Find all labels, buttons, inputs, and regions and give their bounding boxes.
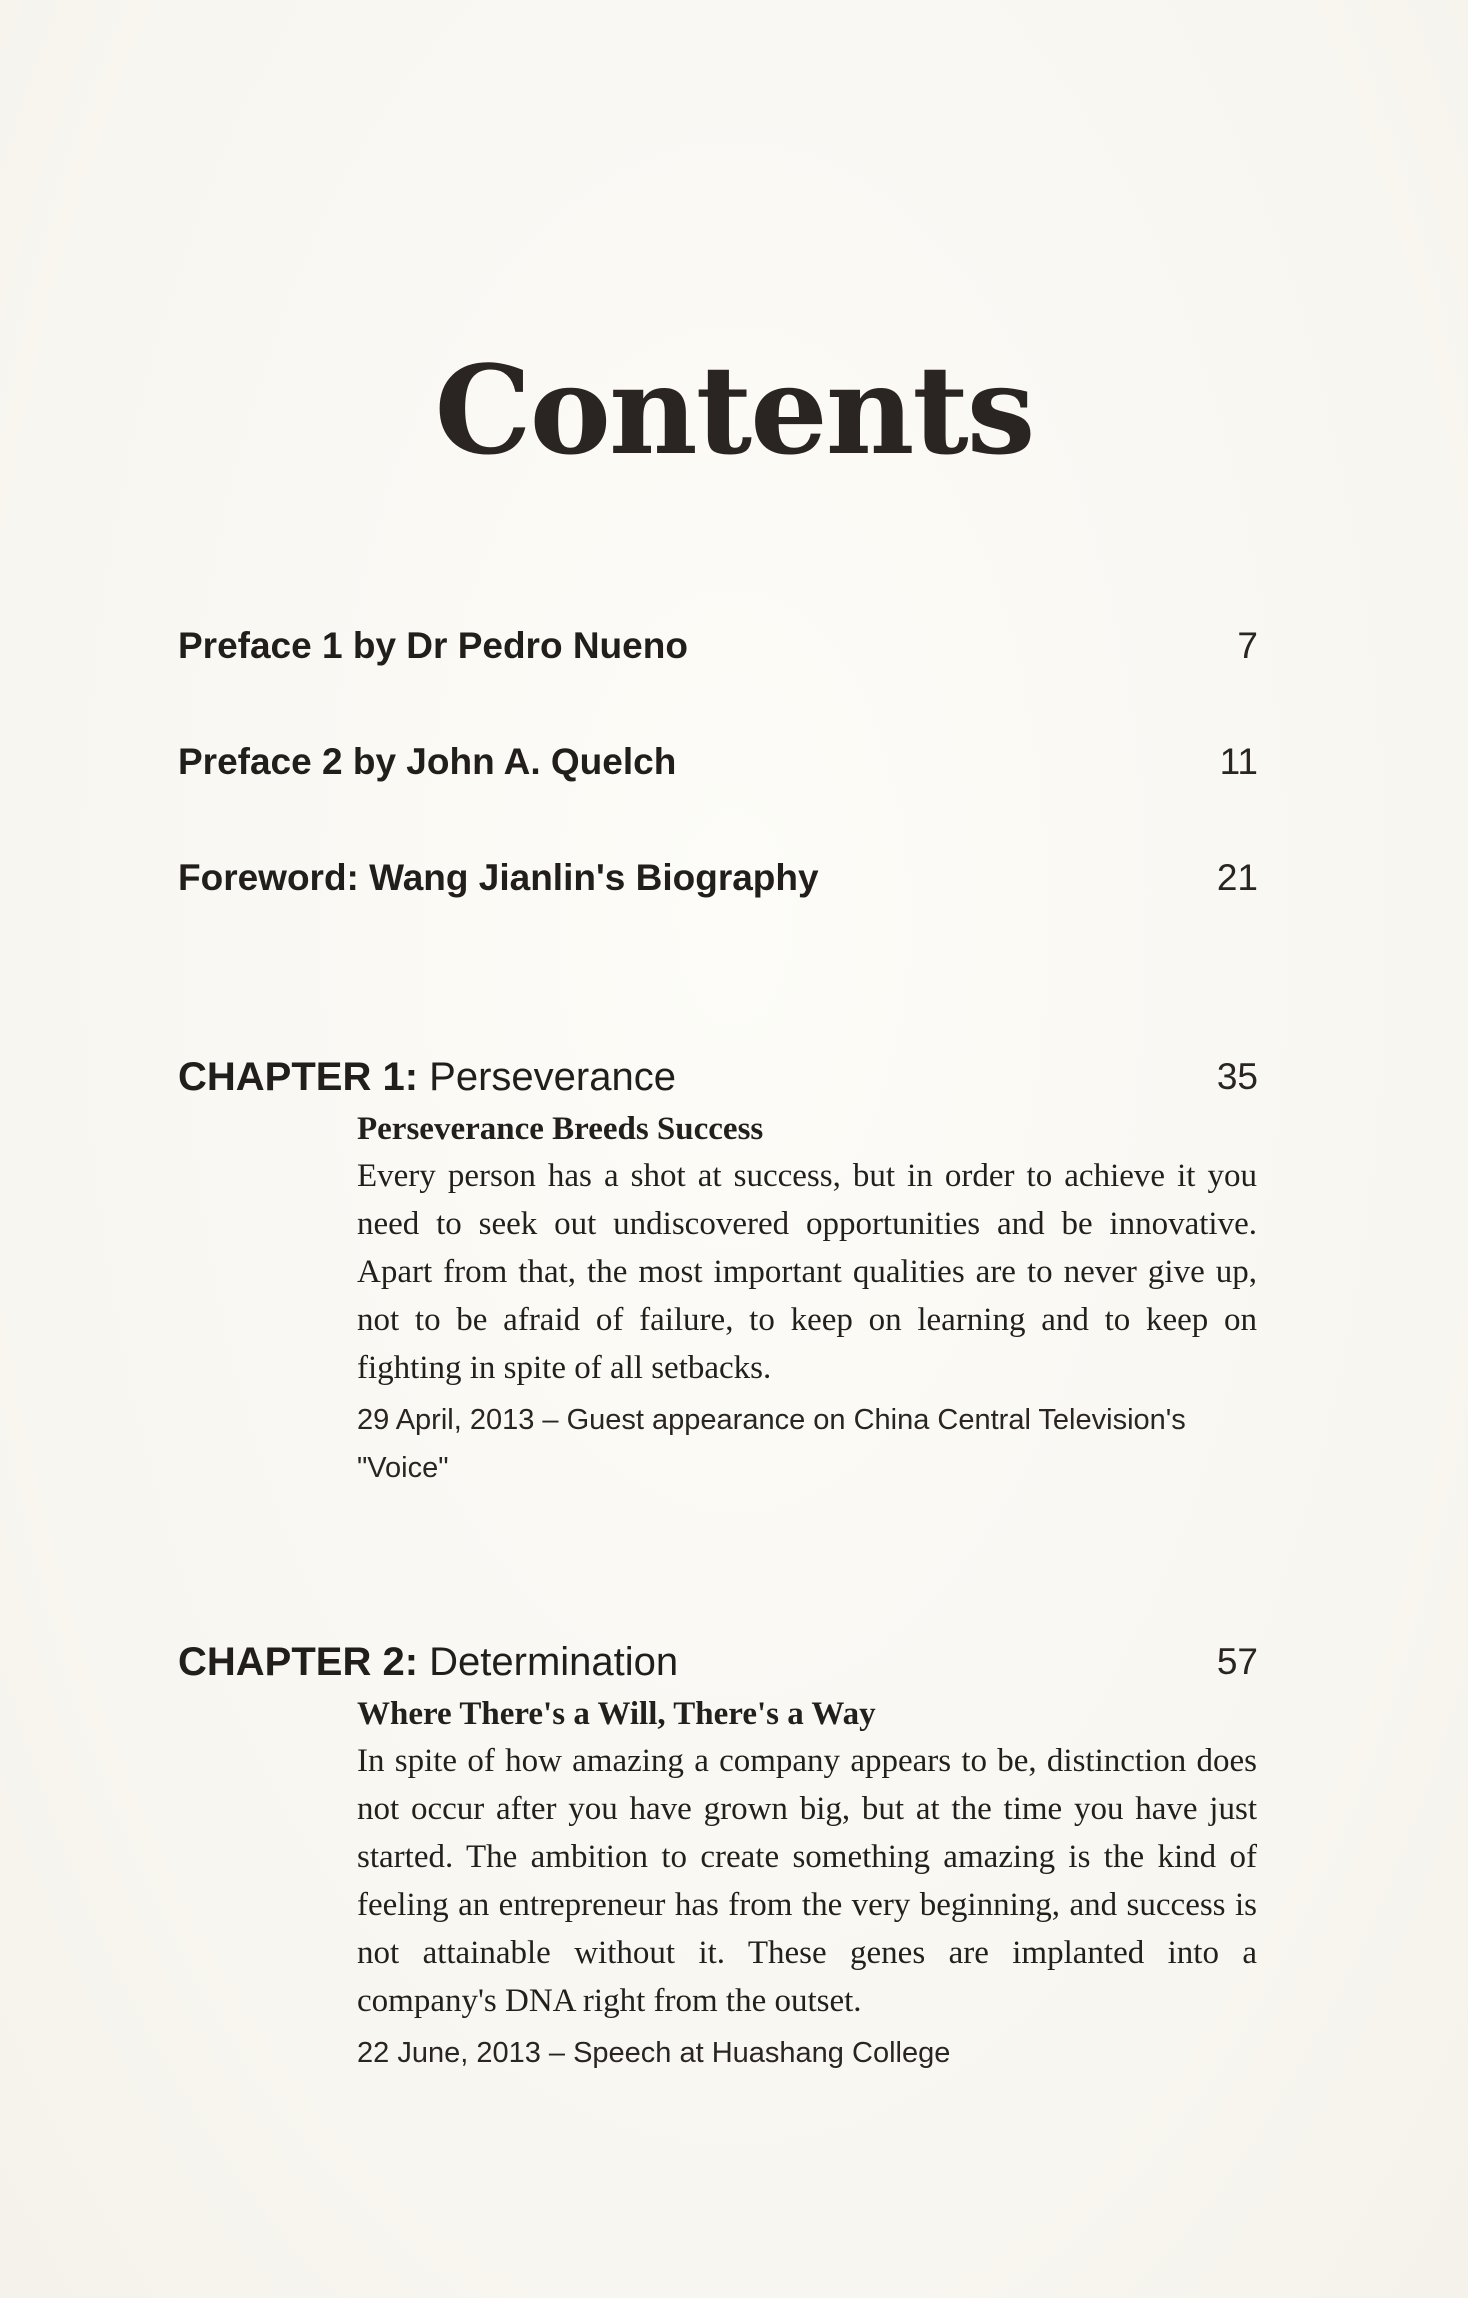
toc-chapter-1 [178, 1048, 1258, 1492]
toc-entry-label: Preface 1 by Dr Pedro Nueno [178, 625, 688, 666]
toc-chapter-2 [178, 1633, 1258, 2077]
toc-entry-preface-1[interactable] [178, 621, 1258, 671]
chapter-summary [357, 1691, 1257, 2077]
chapter-source: 22 June, 2013 – Speech at Huashang College [357, 2037, 951, 2069]
chapter-subtitle: Where There's a Will, There's a Way [357, 1696, 876, 1732]
chapter-name: Perseverance [429, 1055, 676, 1099]
chapter-heading[interactable] [178, 1633, 1258, 1691]
chapter-summary [357, 1106, 1257, 1492]
chapter-heading[interactable] [178, 1048, 1258, 1106]
chapter-subtitle: Perseverance Breeds Success [357, 1111, 764, 1147]
chapter-title [178, 1633, 678, 1691]
toc-entry-label: Foreword: Wang Jianlin's Biography [178, 857, 819, 898]
toc-entry-foreword[interactable] [178, 853, 1258, 903]
toc-entry-preface-2[interactable] [178, 737, 1258, 787]
chapter-number: CHAPTER 2: [178, 1640, 419, 1684]
toc-entry-page-number: 11 [1219, 741, 1258, 782]
chapter-source: 29 April, 2013 – Guest appearance on China Central Television's "Voice" [357, 1404, 1186, 1484]
toc-entry-label: Preface 2 by John A. Quelch [178, 741, 677, 782]
toc-entry-page-number: 7 [1237, 625, 1258, 666]
toc-entry-page-number: 21 [1216, 857, 1258, 898]
chapter-title [178, 1048, 676, 1106]
chapter-page-number: 57 [1216, 1641, 1258, 1682]
page-title: Contents [434, 338, 1034, 482]
chapter-page-number: 35 [1216, 1056, 1258, 1097]
chapter-description: In spite of how amazing a company appears to be, distinction does not occur after you have grown big, but at the time you have just started. The ambition to create something amazing is the kind of feeling an entrepreneur has from the very beginning, and success is not attainable without it. These genes are implanted into a company's DNA right from the outset. [357, 1743, 1257, 2019]
chapter-description: Every person has a shot at success, but in order to achieve it you need to seek out undiscovered opportunities and be innovative. Apart from that, the most important qualities are to never give up, not to be afraid of failure, to keep on learning and to keep on fighting in spite of all setbacks. [357, 1158, 1257, 1386]
chapter-name: Determination [429, 1640, 679, 1684]
chapter-number: CHAPTER 1: [178, 1055, 419, 1099]
